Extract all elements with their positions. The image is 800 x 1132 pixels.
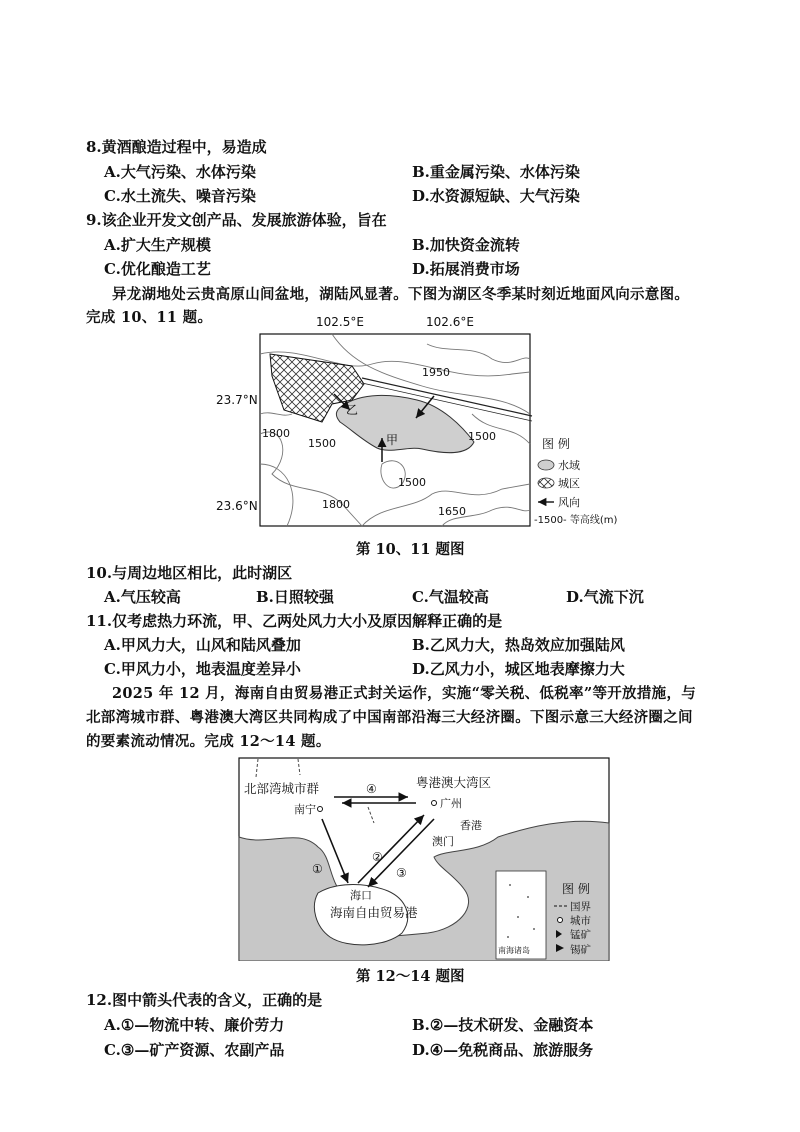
q12-stem: 12.图中箭头代表的含义，正确的是 bbox=[86, 991, 323, 1009]
arrow-label-3: ③ bbox=[396, 866, 407, 880]
q11-stem: 11.仅考虑热力环流，甲、乙两处风力大小及原因解释正确的是 bbox=[86, 612, 503, 630]
map2-caption: 第 12～14 题图 bbox=[356, 968, 465, 985]
q9-option-d: D.拓展消费市场 bbox=[412, 260, 520, 278]
label-yi: 乙 bbox=[346, 403, 359, 417]
legend-city: 城区 bbox=[558, 477, 580, 490]
intro2-line3: 的要素流动情况。完成 12～14 题。 bbox=[86, 733, 331, 750]
q9-option-c: C.优化酿造工艺 bbox=[104, 260, 211, 278]
legend2-title: 图 例 bbox=[562, 882, 590, 896]
contour-1500-a: 1500 bbox=[308, 437, 336, 450]
legend2-border: 国界 bbox=[570, 901, 591, 913]
legend-wind: 风向 bbox=[558, 496, 580, 509]
map1-legend bbox=[534, 436, 617, 526]
contour-1650: 1650 bbox=[438, 505, 466, 518]
q11-option-c: C.甲风力小，地表温度差异小 bbox=[104, 660, 301, 678]
arrow-label-2: ② bbox=[372, 850, 383, 864]
label-hainan: 海南自由贸易港 bbox=[330, 905, 418, 920]
contour-1500-c: 1500 bbox=[398, 476, 426, 489]
contour-1500-b: 1500 bbox=[468, 430, 496, 443]
intro1-line2: 完成 10、11 题。 bbox=[86, 309, 213, 326]
arrow-label-4: ④ bbox=[366, 782, 377, 796]
contour-1950: 1950 bbox=[422, 366, 450, 379]
label-yuegang: 粤港澳大湾区 bbox=[416, 775, 492, 790]
inset-label: 南海诸岛 bbox=[498, 946, 530, 955]
lat-label-2: 23.6°N bbox=[216, 499, 258, 513]
q8-stem: 8.黄酒酿造过程中，易造成 bbox=[86, 138, 267, 156]
map1-caption: 第 10、11 题图 bbox=[356, 541, 465, 558]
legend-water: 水域 bbox=[558, 459, 580, 472]
legend-contour: -1500- 等高线(m) bbox=[534, 515, 618, 526]
legend2-city: 城市 bbox=[570, 915, 591, 927]
intro1-line1: 异龙湖地处云贵高原山间盆地，湖陆风显著。下图为湖区冬季某时刻近地面风向示意图。 bbox=[112, 286, 690, 303]
q12-option-a: A.①—物流中转、廉价劳力 bbox=[104, 1016, 285, 1034]
economic-zones-map bbox=[238, 757, 610, 961]
q11-option-d: D.乙风力小，城区地表摩擦力大 bbox=[412, 660, 625, 678]
q9-stem: 9.该企业开发文创产品、发展旅游体验，旨在 bbox=[86, 211, 387, 229]
contour-1800-south: 1800 bbox=[322, 498, 350, 511]
intro2-line1: 2025 年 12 月，海南自由贸易港正式封关运作，实施“零关税、低税率”等开放措施，与 bbox=[112, 685, 697, 702]
label-haikou: 海口 bbox=[350, 889, 372, 902]
q12-option-d: D.④—免税商品、旅游服务 bbox=[412, 1041, 594, 1059]
label-jia: 甲 bbox=[386, 433, 399, 447]
intro2-line2: 北部湾城市群、粤港澳大湾区共同构成了中国南部沿海三大经济圈。下图示意三大经济圈之间 bbox=[86, 709, 693, 726]
lon-label-2: 102.6°E bbox=[426, 315, 474, 329]
lat-label-1: 23.7°N bbox=[216, 393, 258, 407]
label-xianggang: 香港 bbox=[460, 819, 482, 832]
arrow-label-1: ① bbox=[312, 862, 323, 876]
q10-stem: 10.与周边地区相比，此时湖区 bbox=[86, 564, 293, 582]
legend-title: 图 例 bbox=[542, 437, 570, 451]
q8-option-a: A.大气污染、水体污染 bbox=[104, 163, 256, 181]
label-guangzhou: 广州 bbox=[440, 797, 462, 810]
lake-wind-map bbox=[212, 314, 642, 534]
q11-option-b: B.乙风力大，热岛效应加强陆风 bbox=[412, 636, 625, 654]
label-beibu: 北部湾城市群 bbox=[244, 781, 320, 796]
q12-option-b: B.②—技术研发、金融资本 bbox=[412, 1016, 594, 1034]
contour-1800-west: 1800 bbox=[262, 427, 290, 440]
q8-option-c: C.水土流失、噪音污染 bbox=[104, 187, 256, 205]
q8-option-d: D.水资源短缺、大气污染 bbox=[412, 187, 580, 205]
q10-option-b: B.日照较强 bbox=[256, 588, 334, 606]
q9-option-a: A.扩大生产规模 bbox=[104, 236, 211, 254]
q10-option-c: C.气温较高 bbox=[412, 588, 489, 606]
legend2-mn: 锰矿 bbox=[570, 929, 591, 941]
q10-option-d: D.气流下沉 bbox=[566, 588, 644, 606]
q11-option-a: A.甲风力大，山风和陆风叠加 bbox=[104, 636, 301, 654]
label-nanning: 南宁 bbox=[294, 803, 316, 816]
legend2-sn: 锡矿 bbox=[570, 944, 591, 956]
q10-option-a: A.气压较高 bbox=[104, 588, 181, 606]
lon-label-1: 102.5°E bbox=[316, 315, 364, 329]
q8-option-b: B.重金属污染、水体污染 bbox=[412, 163, 580, 181]
q9-option-b: B.加快资金流转 bbox=[412, 236, 520, 254]
q12-option-c: C.③—矿产资源、农副产品 bbox=[104, 1041, 285, 1059]
label-aomen: 澳门 bbox=[432, 835, 454, 848]
